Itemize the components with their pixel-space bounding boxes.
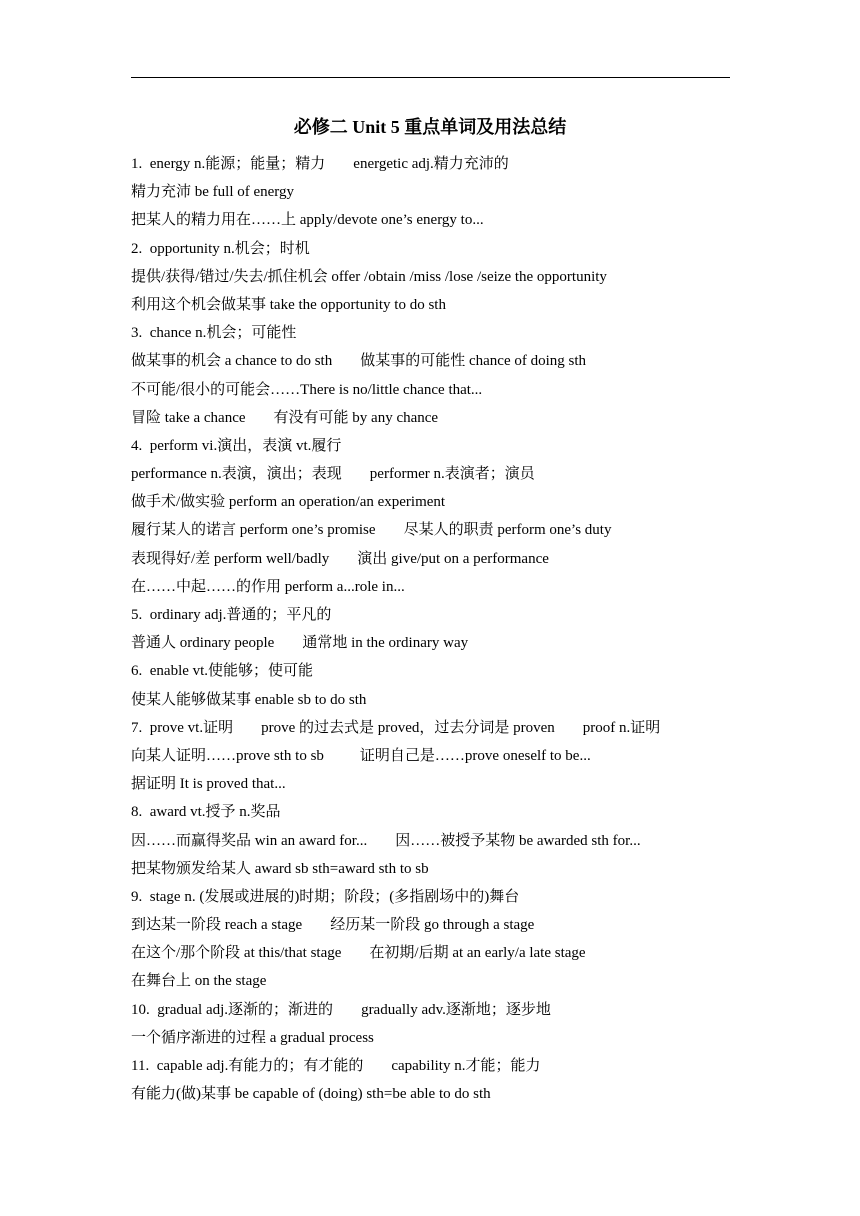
text-line [131,686,741,714]
text-segment: 11. capable adj.有能力的；有才能的 [131,1058,364,1074]
text-line [131,911,741,939]
text-segment: 精力充沛 be full of energy [131,184,295,201]
text-segment: gradually adv.逐渐地；逐步地 [361,1001,551,1018]
text-segment: 1. energy n.能源；能量；精力 [131,156,326,172]
text-segment: 因……被授予某物 be awarded sth for... [395,832,641,849]
text-segment: 5. ordinary adj.普通的；平凡的 [131,607,332,623]
text-segment: 经历某一阶段 go through a stage [330,917,535,934]
text-line [131,460,741,488]
text-line [131,235,741,263]
text-segment: 7. prove vt.证明 [131,719,234,736]
text-segment: 做手术/做实验 perform an operation/an experiment [131,494,446,511]
text-line [131,319,741,347]
text-segment: 冒险 take a chance [131,409,246,426]
text-segment: 演出 give/put on a performance [357,550,549,567]
text-line [131,657,741,685]
text-segment: 尽某人的职责 perform one’s duty [403,522,612,539]
text-line [131,798,741,826]
page-title: 必修二 Unit 5 重点单词及用法总结 [293,117,567,137]
text-segment: 2. opportunity n.机会；时机 [131,240,310,257]
text-segment: 表现得好/差 perform well/badly [131,550,330,567]
text-segment: 在初期/后期 at an early/a late stage [369,945,586,962]
text-line [131,996,741,1024]
text-line [131,714,741,742]
text-segment: 使某人能够做某事 enable sb to do sth [131,691,367,708]
text-segment: 因……而赢得奖品 win an award for... [131,832,368,849]
text-segment: 把某人的精力用在……上 apply/devote one’s energy to... [131,212,484,229]
text-segment: energetic adj.精力充沛的 [353,156,509,172]
text-line [131,967,741,995]
vocabulary-list [131,150,741,1108]
text-segment: 3. chance n.机会；可能性 [131,325,297,342]
text-segment: 8. award vt.授予 n.奖品 [131,804,281,821]
header-rule [131,77,730,78]
text-line [131,827,741,855]
text-line [131,178,741,206]
text-segment: 10. gradual adj.逐渐的；渐进的 [131,1001,334,1018]
text-segment: 做某事的可能性 chance of doing sth [360,353,587,370]
text-line [131,1080,741,1108]
text-segment: performance n.表演，演出；表现 [131,466,342,483]
text-line [131,855,741,883]
text-segment: 据证明 It is proved that... [131,776,286,793]
text-line [131,263,741,291]
text-segment: 提供/获得/错过/失去/抓住机会 offer /obtain /miss /lose /seize the opportunity [131,268,607,285]
text-line [131,573,741,601]
text-line [131,150,741,178]
text-line [131,939,741,967]
text-segment: 在舞台上 on the stage [131,973,267,990]
text-segment: 9. stage n. (发展或进展的)时期；阶段；(多指剧场中的)舞台 [131,888,520,905]
text-line [131,601,741,629]
text-line [131,432,741,460]
text-segment: 履行某人的诺言 perform one’s promise [131,522,376,539]
text-segment: 通常地 in the ordinary way [302,635,469,652]
text-line [131,376,741,404]
text-line [131,1052,741,1080]
text-line [131,206,741,234]
text-line [131,404,741,432]
text-segment: 把某物颁发给某人 award sb sth=award sth to sb [131,860,429,877]
text-segment: 证明自己是……prove oneself to be... [359,747,591,764]
text-line [131,629,741,657]
text-line [131,1024,741,1052]
text-segment: 在这个/那个阶段 at this/that stage [131,945,342,962]
text-segment: 有没有可能 by any chance [273,409,439,426]
text-segment: 普通人 ordinary people [131,635,275,652]
text-line [131,883,741,911]
text-segment: 有能力(做)某事 be capable of (doing) sth=be able to do sth [131,1086,491,1103]
text-line [131,770,741,798]
text-segment: 6. enable vt.使能够；使可能 [131,663,314,680]
text-line [131,742,741,770]
text-segment: 在……中起……的作用 perform a...role in... [131,578,405,595]
text-segment: 利用这个机会做某事 take the opportunity to do sth [131,296,446,313]
text-segment: 不可能/很小的可能会……There is no/little chance that... [131,381,483,398]
text-segment: proof n.证明 [582,719,661,736]
text-segment: 4. perform vi.演出，表演 vt.履行 [131,437,342,454]
text-segment: 做某事的机会 a chance to do sth [131,353,333,370]
text-segment: 一个循序渐进的过程 a gradual process [131,1029,374,1046]
text-segment: performer n.表演者；演员 [369,466,535,483]
text-segment: 向某人证明……prove sth to sb [131,747,324,764]
text-line [131,545,741,573]
text-segment: prove 的过去式是 proved，过去分词是 proven [261,719,555,736]
text-line [131,488,741,516]
text-segment: capability n.才能；能力 [391,1058,541,1074]
text-segment: 到达某一阶段 reach a stage [131,917,303,934]
text-line [131,347,741,375]
text-line [131,291,741,319]
text-line [131,516,741,544]
